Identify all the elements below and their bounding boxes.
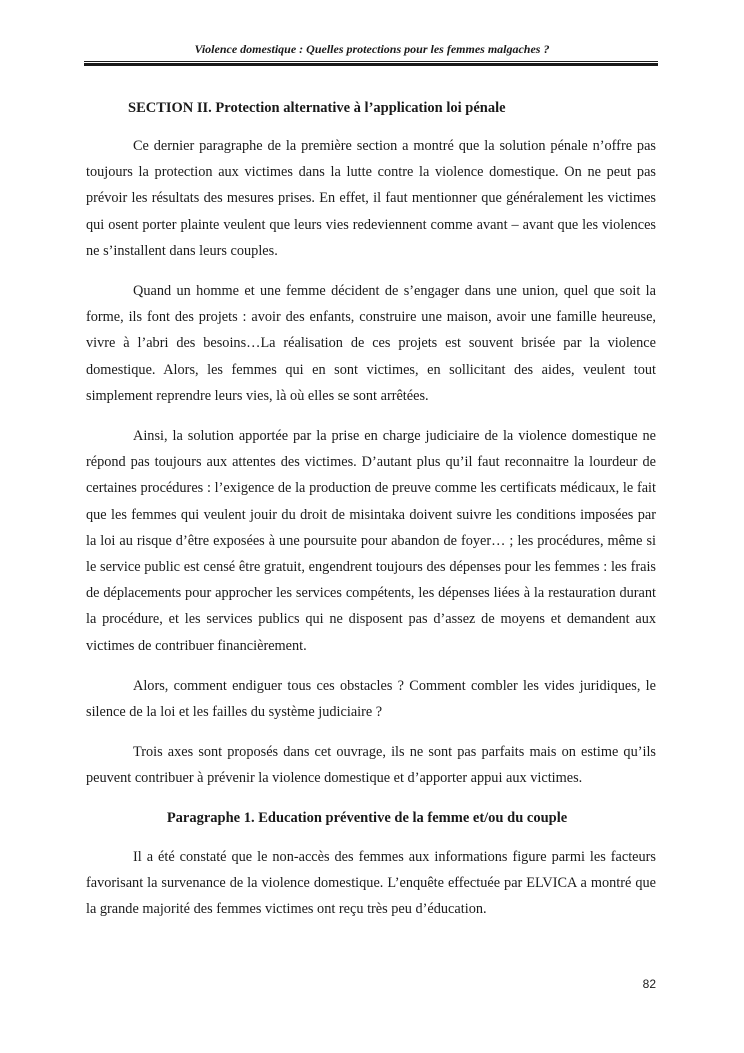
page-number: 82 [642,977,656,991]
running-header: Violence domestique : Quelles protections pour les femmes malgaches ? [194,42,550,56]
paragraph-heading: Paragraphe 1. Education préventive de la femme et/ou du couple [166,809,568,826]
header-rule-thin [84,61,658,62]
body-paragraph: Alors, comment endiguer tous ces obstacles ? Comment combler les vides juridiques, le silence de la loi et les failles du système judiciaire ? [86,677,656,721]
header-rule-thick [84,63,658,66]
body-paragraph: Ainsi, la solution apportée par la prise en charge judiciaire de la violence domestique ne répond pas toujours aux attentes des victimes. D’autant plus qu’il faut reconnaitre la lourdeur de certaines procédures : l’exigence de la production de preuve comme les certificats médicaux, le fait que les femmes qui veulent jouir du droit de misintaka doivent suivre les conditions imposées par la loi au risque d’être exposées à une poursuite pour abandon de foyer… ; les procédures, même si le service public est censé être gratuit, engendrent toujours des dépenses pour les femmes : les frais de déplacements pour approcher les services compétents, les dépenses liées à la restauration durant la procédure, et les services publics qui ne disposent pas d’assez de moyens et demandent aux victimes de contribuer financièrement. [86,428,656,654]
body-paragraph: Il a été constaté que le non-accès des femmes aux informations figure parmi les facteurs favorisant la survenance de la violence domestique. L’enquête effectuée par ELVICA a montré que la grande majorité des femmes victimes ont reçu très peu d’éducation. [86,848,656,918]
body-paragraph: Ce dernier paragraphe de la première section a montré que la solution pénale n’offre pas toujours la protection aux victimes dans la lutte contre la violence domestique. On ne peut pas prévoir les résultats des mesures prises. En effet, il faut mentionner que généralement les victimes qui osent porter plainte veulent que leurs vies redeviennent comme avant – avant que les violences ne s’installent dans leurs couples. [86,138,656,259]
body-paragraph: Trois axes sont proposés dans cet ouvrage, ils ne sont pas parfaits mais on estime qu’ils peuvent contribuer à prévenir la violence domestique et d’apporter appui aux victimes. [86,744,656,787]
body-paragraph: Quand un homme et une femme décident de s’engager dans une union, quel que soit la forme, ils font des projets : avoir des enfants, construire une maison, avoir une famille heureuse, vivre à l’abri des besoins…La réalisation de ces projets est souvent brisée par la violence domestique. Alors, les femmes qui en sont victimes, en sollicitant des aides, veulent tout simplement reprendre leurs vies, là où elles se sont arrêtées. [86,283,656,404]
section-heading: SECTION II. Protection alternative à l’application loi pénale [128,100,506,116]
page-body [86,98,656,936]
